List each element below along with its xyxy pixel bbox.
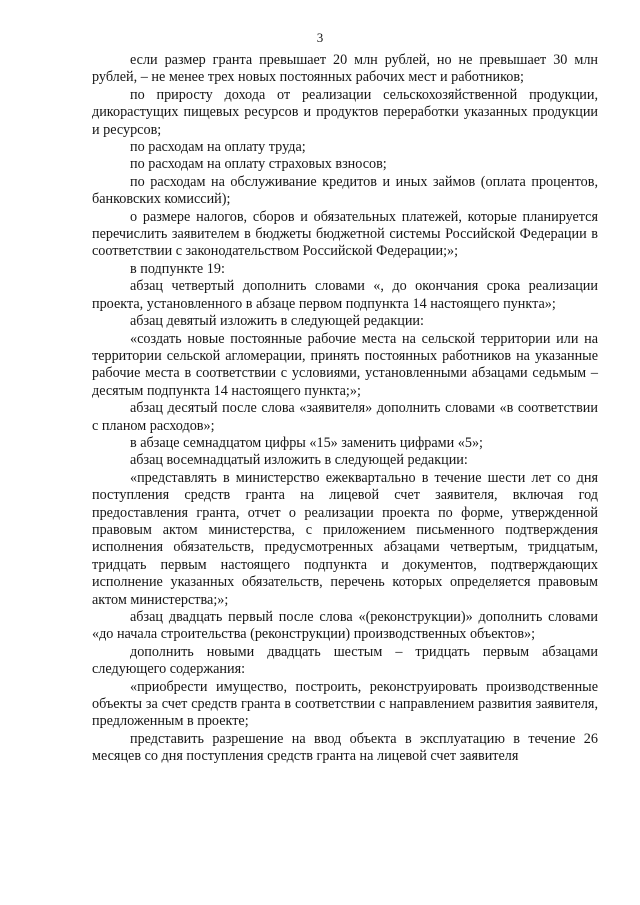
paragraph: по расходам на оплату страховых взносов; — [130, 156, 387, 173]
paragraph: абзац девятый изложить в следующей редакции: — [130, 313, 424, 330]
page-number: 3 — [316, 30, 324, 45]
paragraph: абзац десятый после слова «заявителя» дополнить словами «в соответствии с планом расходов»; — [92, 400, 598, 434]
paragraph: по приросту дохода от реализации сельскохозяйственной продукции, дикорастущих пищевых ресурсов и продуктов переработки указанных продукции и ресурсов; — [92, 86, 598, 138]
document-body — [92, 52, 598, 766]
paragraph: «представлять в министерство ежеквартально в течение шести лет со дня поступления средств гранта на лицевой счет заявителя, включая год предоставления гранта, отчет о реализации проекта по форме, утвержденной правовым актом министерства, с приложением письменного подтверждения исполнения обязательств, предусмотренных абзацами четвертым, тридцатым, тридцать первым настоящего подпункта и документов, подтверждающих исполнение указанных обязательств, перечень которых определяется правовым актом министерства;»; — [92, 469, 598, 608]
paragraph: в абзаце семнадцатом цифры «15» заменить цифрами «5»; — [130, 434, 483, 451]
paragraph: по расходам на обслуживание кредитов и иных займов (оплата процентов, банковских комиссий); — [92, 173, 598, 208]
paragraph: «создать новые постоянные рабочие места на сельской территории или на территории сельской агломерации, принять постоянных работников на указанные рабочие места в соответствии с условиями, установленными абзацами седьмым – десятым подпункта 14 настоящего пункта;»; — [92, 330, 598, 399]
paragraph: абзац двадцать первый после слова «(реконструкции)» дополнить словами «до начала строительства (реконструкции) производственных объектов»; — [92, 609, 598, 643]
paragraph: представить разрешение на ввод объекта в эксплуатацию в течение 26 месяцев со дня поступления средств гранта на лицевой счет заявителя — [92, 730, 598, 765]
paragraph: «приобрести имущество, построить, реконструировать производственные объекты за счет средств гранта в соответствии с направлением развития заявителя, предложенным в проекте; — [92, 678, 598, 730]
paragraph: дополнить новыми двадцать шестым – тридцать первым абзацами следующего содержания: — [92, 643, 598, 678]
paragraph: по расходам на оплату труда; — [130, 139, 306, 156]
paragraph: если размер гранта превышает 20 млн рублей, но не превышает 30 млн рублей, – не менее трех новых постоянных рабочих мест и работников; — [92, 52, 598, 86]
paragraph: о размере налогов, сборов и обязательных платежей, которые планируется перечислить заявителем в бюджеты бюджетной системы Российской Федерации в соответствии с законодательством Российской Федерации;»; — [92, 208, 598, 260]
paragraph: в подпункте 19: — [130, 260, 225, 277]
paragraph: абзац восемнадцатый изложить в следующей редакции: — [130, 452, 468, 469]
paragraph: абзац четвертый дополнить словами «, до окончания срока реализации проекта, установленного в абзаце первом подпункта 14 настоящего пункта»; — [92, 278, 598, 312]
